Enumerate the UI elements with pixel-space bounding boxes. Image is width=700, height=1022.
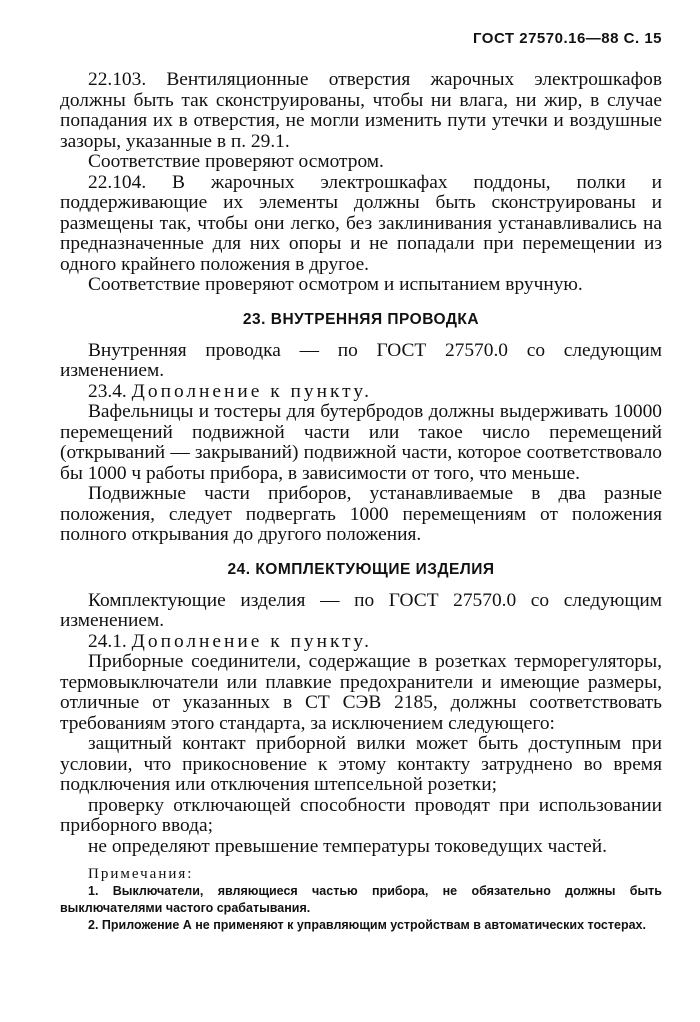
paragraph-22-104: 22.104. В жарочных электрошкафах поддоны, полки и поддерживающие их элементы должны быть сконструированы и размещены так, чтобы они легко, без заклинивания устанавливались на предназначенные для них опоры и не попадали при перемещении из одного крайнего положения в другое. [60,171,662,275]
paragraph-24-1 [60,632,662,653]
note-1: 1. Выключатели, являющиеся частью прибора, не обязательно должны быть выключателями частого срабатывания. [60,884,662,915]
clause-addition-label: Дополнение к пункту. [131,630,372,652]
paragraph-movable-parts: Подвижные части приборов, устанавливаемые в два разные положения, следует подвергать 1000 перемещениям от положения полного открывания до другого положения. [60,483,662,545]
paragraph-22-104-check: Соответствие проверяют осмотром и испытанием вручную. [88,274,583,295]
paragraph-breaking-capacity: проверку отключающей способности проводят при использовании приборного ввода; [60,794,662,836]
paragraph-waffle-irons: Вафельницы и тостеры для бутербродов должны выдерживать 10000 перемещений подвижной части или такое число перемещений (открываний — закрываний) подвижной части, которое соответствовало бы 1000 ч работы прибора, в зависимости от того, что меньше. [60,401,662,484]
paragraph-23-intro: Внутренняя проводка — по ГОСТ 27570.0 со следующим изменением. [60,339,662,381]
paragraph-24-intro: Комплектующие изделия — по ГОСТ 27570.0 со следующим изменением. [60,589,662,631]
notes-title: Примечания: [88,866,194,882]
paragraph-temperature-rise: не определяют превышение температуры токоведущих частей. [88,835,607,857]
paragraph-22-103: 22.103. Вентиляционные отверстия жарочных электрошкафов должны быть так сконструированы, чтобы ни влага, ни жир, в случае попадания их в отверстия, не могли изменить пути утечки и воздушные зазоры, указанные в п. 29.1. [60,69,662,152]
clause-number: 23.4. [88,380,127,402]
clause-number: 24.1. [88,630,127,652]
paragraph-23-4 [60,382,662,403]
paragraph-protective-contact: защитный контакт приборной вилки может быть доступным при условии, что прикосновение к этому контакту затруднено во время подключения или отключения штепсельной розетки; [60,733,662,795]
document-body [60,70,662,934]
paragraph-appliance-couplers: Приборные соединители, содержащие в розетках терморегуляторы, термовыключатели или плавкие предохранители и имеющие размеры, отличные от указанных в СТ СЭВ 2185, должны соответствовать требованиям этого стандарта, за исключением следующего: [60,651,662,734]
section-heading-23: 23. ВНУТРЕННЯЯ ПРОВОДКА [242,310,480,328]
page-header: ГОСТ 27570.16—88 С. 15 [472,30,662,47]
paragraph-22-103-check: Соответствие проверяют осмотром. [88,151,384,172]
section-heading-24: 24. КОМПЛЕКТУЮЩИЕ ИЗДЕЛИЯ [227,560,495,578]
clause-addition-label: Дополнение к пункту. [131,380,372,402]
note-2: 2. Приложение А не применяют к управляющим устройствам в автоматических тостерах. [88,918,646,932]
